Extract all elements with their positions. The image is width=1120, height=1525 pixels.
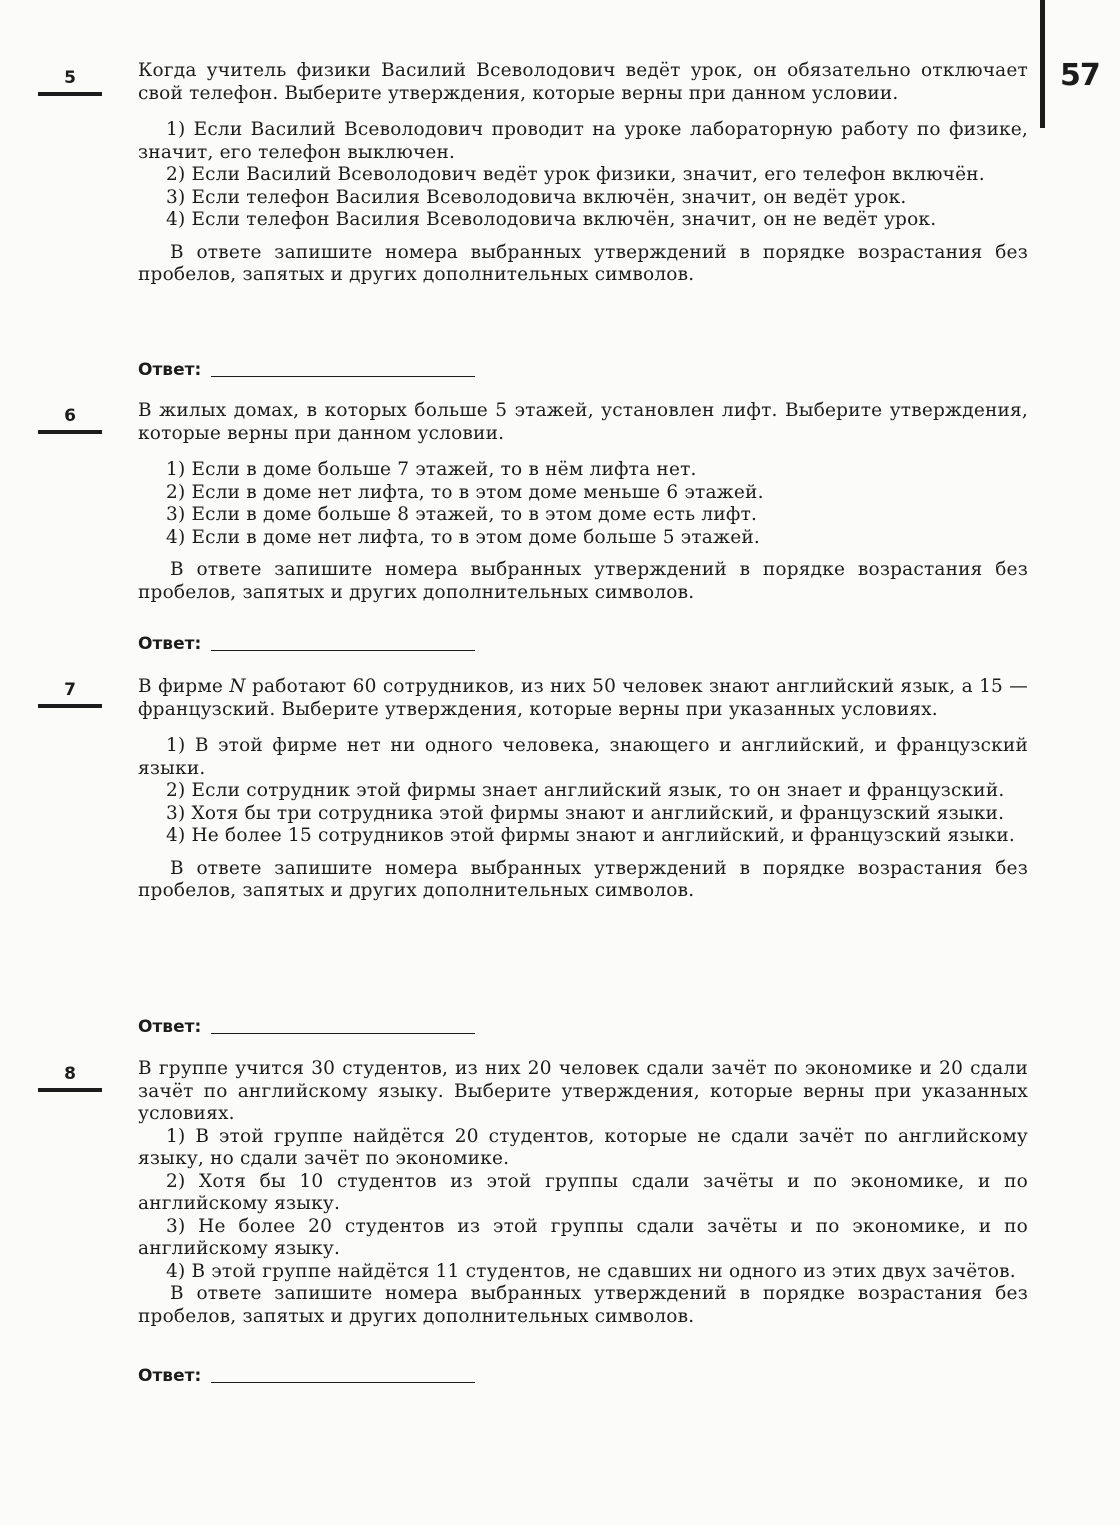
task-8 <box>138 1058 1028 1328</box>
answer-row <box>138 1366 475 1386</box>
task-option-1: 1) Если в доме больше 7 этажей, то в нём лифта нет. <box>166 459 697 480</box>
task-intro: В жилых домах, в которых больше 5 этажей, установлен лифт. Выберите утверждения, которые верны при данном условии. <box>138 400 1028 444</box>
task-option-1: 1) В этой фирме нет ни одного человека, знающего и английский, и французский языки. <box>138 735 1028 779</box>
task-option-2: 2) Если в доме нет лифта, то в этом доме меньше 6 этажей. <box>166 481 764 503</box>
task-option-3: 3) Если в доме больше 8 этажей, то в этом доме есть лифт. <box>166 504 758 525</box>
answer-label: Ответ: <box>138 360 202 380</box>
task-option-4: 4) Если в доме нет лифта, то в этом доме больше 5 этажей. <box>166 526 761 548</box>
task-option-4: 4) Не более 15 сотрудников этой фирмы знают и английский, и французский языки. <box>166 825 1015 846</box>
answer-row <box>138 634 475 654</box>
task-option-3: 3) Если телефон Василия Всеволодовича включён, значит, он ведёт урок. <box>166 186 907 208</box>
task-intro <box>138 676 1028 721</box>
answer-field[interactable] <box>211 375 475 377</box>
task-intro: Когда учитель физики Василий Всеволодович ведёт урок, он обязательно отключает свой телефон. Выберите утверждения, которые верны при данном условии. <box>138 60 1028 104</box>
answer-row <box>138 1017 475 1037</box>
answer-field[interactable] <box>211 1381 475 1383</box>
intro-text-b: работают 60 сотрудников, из них 50 человек знают английский язык, а 15 — французский. Выберите утверждения, которые верны при указанных условиях. <box>138 676 1028 720</box>
task-6 <box>138 400 1028 604</box>
task-option-1: 1) Если Василий Всеволодович проводит на уроке лабораторную работу по физике, значит, его телефон выключен. <box>138 119 1028 163</box>
task-number: 7 <box>38 680 102 708</box>
task-instructions: В ответе запишите номера выбранных утверждений в порядке возрастания без пробелов, запятых и других дополнительных символов. <box>138 559 1028 603</box>
task-instructions: В ответе запишите номера выбранных утверждений в порядке возрастания без пробелов, запятых и других дополнительных символов. <box>138 857 1028 901</box>
task-option-3: 3) Хотя бы три сотрудника этой фирмы знают и английский, и французский языки. <box>166 802 1005 824</box>
task-option-3: 3) Не более 20 студентов из этой группы сдали зачёты и по экономике, и по английскому языку. <box>138 1215 1028 1259</box>
page-number: 57 <box>1060 58 1100 93</box>
answer-field[interactable] <box>211 1032 475 1034</box>
task-option-1: 1) В этой группе найдётся 20 студентов, которые не сдали зачёт по английскому языку, но сдали зачёт по экономике. <box>138 1125 1028 1169</box>
task-number: 8 <box>38 1064 102 1092</box>
task-instructions: В ответе запишите номера выбранных утверждений в порядке возрастания без пробелов, запятых и других дополнительных символов. <box>138 1283 1028 1327</box>
answer-label: Ответ: <box>138 634 202 654</box>
page-margin-rule <box>1040 0 1045 128</box>
task-intro: В группе учится 30 студентов, из них 20 человек сдали зачёт по экономике и 20 сдали зачёт по английскому языку. Выберите утверждения, которые верны при указанных условиях. <box>138 1058 1028 1124</box>
task-number: 6 <box>38 406 102 434</box>
task-option-2: 2) Если Василий Всеволодович ведёт урок физики, значит, его телефон включён. <box>166 164 985 185</box>
answer-field[interactable] <box>211 649 475 651</box>
task-option-4: 4) Если телефон Василия Всеволодовича включён, значит, он не ведёт урок. <box>166 209 937 230</box>
task-option-2: 2) Если сотрудник этой фирмы знает английский язык, то он знает и французский. <box>166 780 1005 801</box>
intro-text-a: В фирме <box>138 676 230 697</box>
answer-row <box>138 360 475 380</box>
answer-label: Ответ: <box>138 1017 202 1037</box>
answer-label: Ответ: <box>138 1366 202 1386</box>
task-7 <box>138 676 1028 903</box>
task-option-2: 2) Хотя бы 10 студентов из этой группы сдали зачёты и по экономике, и по английскому языку. <box>138 1170 1028 1214</box>
task-5 <box>138 60 1028 287</box>
firm-variable: N <box>229 676 246 697</box>
task-instructions: В ответе запишите номера выбранных утверждений в порядке возрастания без пробелов, запятых и других дополнительных символов. <box>138 241 1028 285</box>
task-number: 5 <box>38 68 102 96</box>
task-option-4: 4) В этой группе найдётся 11 студентов, не сдавших ни одного из этих двух зачётов. <box>166 1260 1016 1282</box>
